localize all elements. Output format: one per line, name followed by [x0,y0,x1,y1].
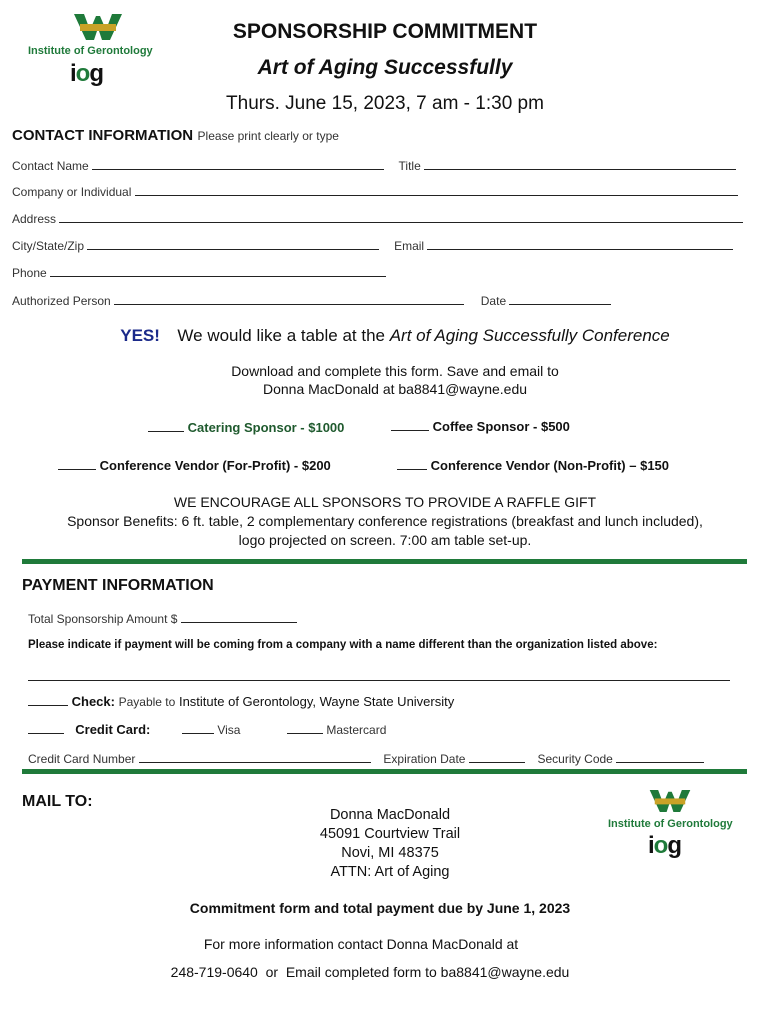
address-field[interactable] [59,210,743,223]
contact-name-field[interactable] [92,157,384,170]
check-payable: Payable to [118,695,176,709]
total-label: Total Sponsorship Amount $ [28,612,178,626]
yes-text-italic: Art of Aging Successfully Conference [389,326,670,345]
event-name: Art of Aging Successfully [257,56,513,79]
catering-blank[interactable] [148,419,184,432]
yes-line [0,326,770,346]
date-field[interactable] [509,292,611,305]
contact-line: 248-719-0640 or Email completed form to ba8841@wayne.edu [170,964,570,980]
divider-bottom [22,769,747,774]
coffee-option[interactable] [391,418,570,434]
iog-o: o [653,832,668,859]
company-row [12,183,738,199]
yes-text: We would like a table at the [177,326,390,345]
security-code-field[interactable] [616,750,704,763]
credit-card-blank[interactable] [28,721,64,734]
institute-name: Institute of Gerontology [608,818,733,830]
contact-heading: CONTACT INFORMATION [12,127,194,144]
credit-card-label: Credit Card: [75,722,151,737]
contact-name-label: Contact Name [12,159,89,173]
bottom-logo [608,788,748,868]
catering-label: Catering Sponsor - $1000 [187,420,345,435]
download-line-2: Donna MacDonald at ba8841@wayne.edu [262,381,528,397]
visa-blank[interactable] [182,721,214,734]
indicate-field[interactable] [28,668,730,681]
vendor-profit-label: Conference Vendor (For-Profit) - $200 [99,458,331,473]
visa-label: Visa [217,723,241,737]
date-label: Date [480,294,507,308]
authorized-label: Authorized Person [12,294,111,308]
mail-address [280,806,500,882]
phone-field[interactable] [50,264,386,277]
payment-heading: PAYMENT INFORMATION [22,577,214,594]
phone-row [12,264,386,280]
company-label: Company or Individual [12,185,132,199]
visa-option[interactable] [182,721,240,737]
authorized-field[interactable] [114,292,464,305]
expiration-field[interactable] [469,750,525,763]
contact-heading-row [12,127,339,145]
city-row [12,237,733,253]
benefits-line-2: logo projected on screen. 7:00 am table set-up. [238,532,532,548]
security-code-label: Security Code [537,752,613,766]
download-line-1: Download and complete this form. Save and email to [231,363,559,379]
email-field[interactable] [427,237,733,250]
address-row [12,210,743,226]
mail-heading: MAIL TO: [22,793,93,810]
contact-name-row [12,157,752,173]
email-label: Email [394,239,425,253]
mail-street: 45091 Courtview Trail [319,826,461,842]
iog-g: g [89,60,104,87]
contact-note: Please print clearly or type [197,129,339,143]
authorized-row [12,292,611,308]
coffee-blank[interactable] [391,418,429,431]
check-label: Check: [71,694,115,709]
iog-logo [648,832,770,860]
check-row [28,693,454,709]
mail-name: Donna MacDonald [329,807,451,823]
vendor-nonprofit-option[interactable] [397,457,669,473]
benefits-line: Sponsor Benefits: 6 ft. table, 2 complementary conference registrations (breakfast and lunch included), [67,513,703,529]
cc-number-field[interactable] [139,750,371,763]
total-field[interactable] [181,610,297,623]
form-title: SPONSORSHIP COMMITMENT [232,20,538,43]
yes-word: YES! [120,326,160,345]
catering-option[interactable] [148,419,344,435]
vendor-nonprofit-label: Conference Vendor (Non-Profit) – $150 [430,458,670,473]
raffle-line: WE ENCOURAGE ALL SPONSORS TO PROVIDE A RAFFLE GIFT [173,494,597,510]
iog-i: i [648,832,654,859]
mail-attn: ATTN: Art of Aging [330,864,450,880]
mastercard-label: Mastercard [326,723,387,737]
cc-number-label: Credit Card Number [28,752,136,766]
divider-top [22,559,747,564]
company-field[interactable] [135,183,738,196]
mastercard-option[interactable] [287,721,386,737]
info-line: For more information contact Donna MacDonald at [203,936,519,952]
expiration-label: Expiration Date [383,752,466,766]
iog-o: o [75,60,90,87]
mastercard-blank[interactable] [287,721,323,734]
title-label: Title [398,159,421,173]
vendor-profit-blank[interactable] [58,457,96,470]
institute-name: Institute of Gerontology [28,45,153,57]
top-logo [28,12,168,96]
address-label: Address [12,212,57,226]
cc-number-row [28,750,704,766]
due-notice: Commitment form and total payment due by June 1, 2023 [189,900,571,916]
wayne-state-w-icon [72,12,124,42]
iog-i: i [70,60,76,87]
vendor-nonprofit-blank[interactable] [397,457,427,470]
event-date: Thurs. June 15, 2023, 7 am - 1:30 pm [226,93,544,114]
city-label: City/State/Zip [12,239,85,253]
wayne-state-w-icon [648,788,692,814]
iog-g: g [667,832,682,859]
city-field[interactable] [87,237,379,250]
total-row [28,610,297,626]
credit-card-row [28,721,150,737]
check-org: Institute of Gerontology, Wayne State University [178,694,455,709]
mail-city: Novi, MI 48375 [341,845,439,861]
indicate-text: Please indicate if payment will be coming from a company with a name different than the organization listed above: [28,639,658,651]
title-field[interactable] [424,157,736,170]
phone-label: Phone [12,266,47,280]
check-blank[interactable] [28,693,68,706]
coffee-label: Coffee Sponsor - $500 [432,419,570,434]
vendor-profit-option[interactable] [58,457,331,473]
